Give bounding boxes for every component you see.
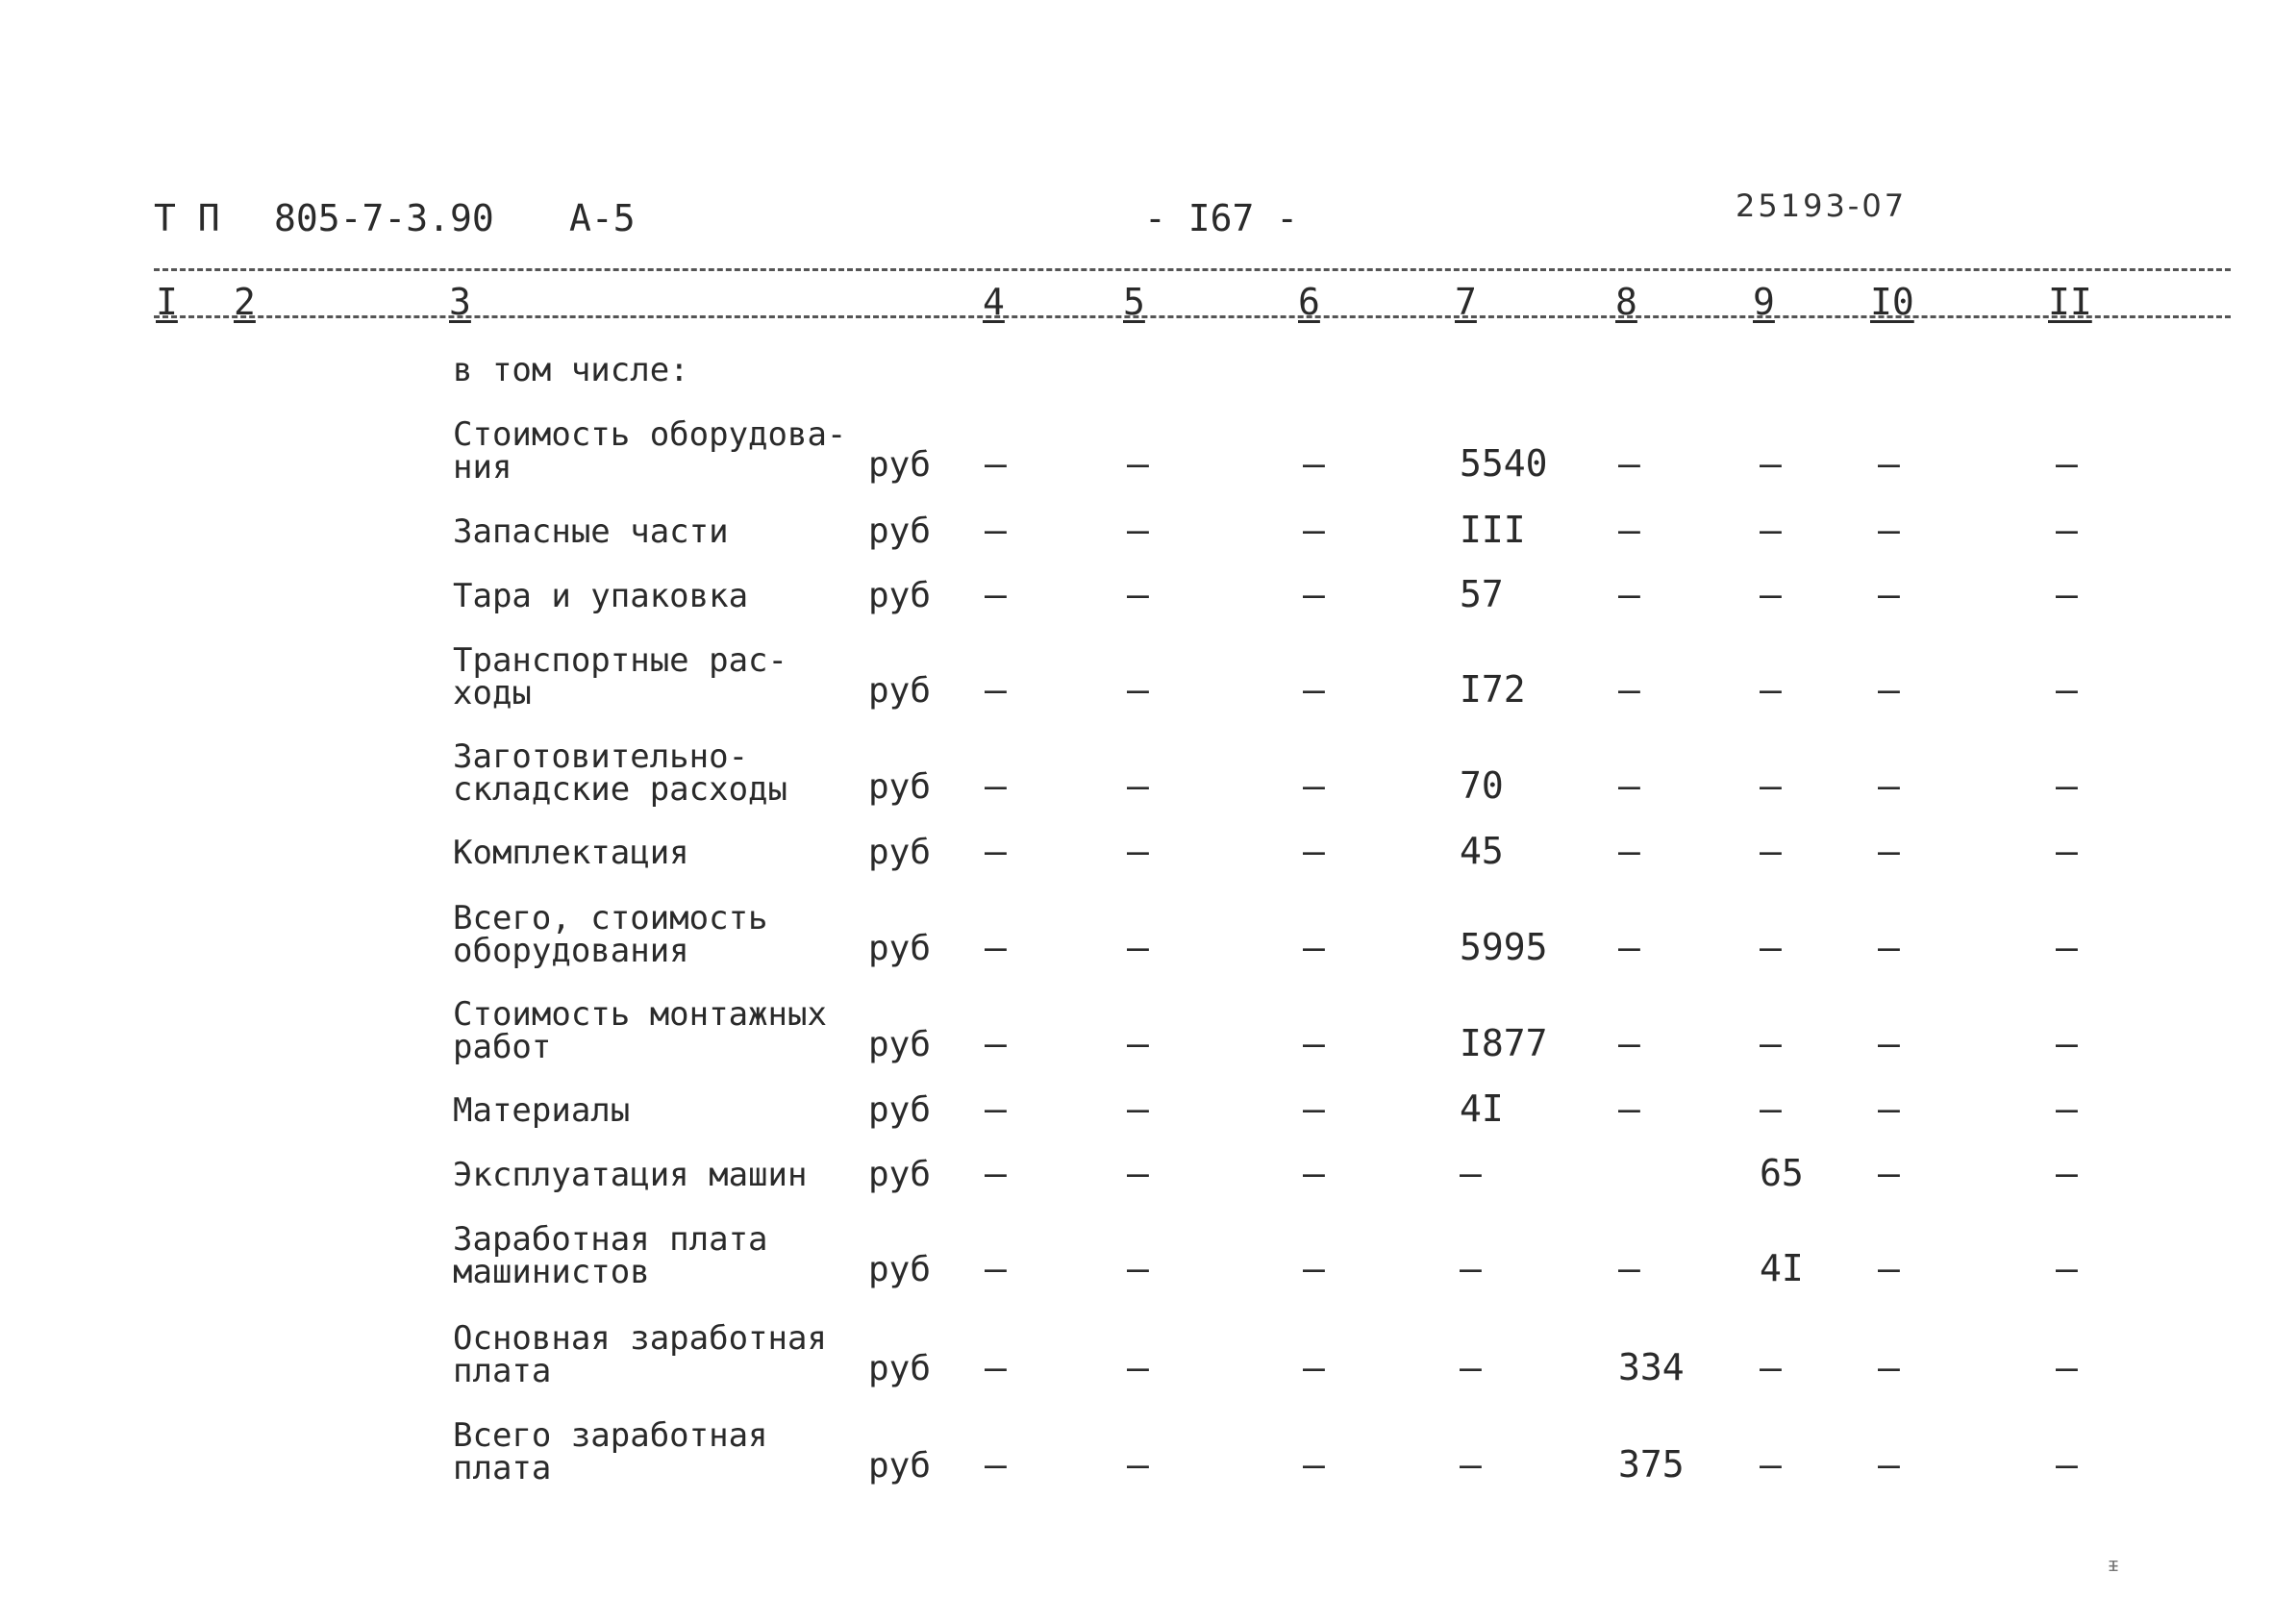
value-cell-col-7: 57 <box>1460 573 1504 615</box>
value-cell-col-4: – <box>985 1346 1007 1388</box>
value-cell-col-5: – <box>1127 830 1149 872</box>
row-label: Заготовительно- складские расходы <box>453 737 787 809</box>
value-cell-col-10: – <box>1878 1346 1900 1388</box>
value-cell-col-5: – <box>1127 442 1149 485</box>
value-cell-col-8: 334 <box>1618 1346 1685 1388</box>
value-cell-col-8: – <box>1618 509 1640 551</box>
value-cell-col-7: – <box>1460 1443 1482 1486</box>
row-label: Комплектация <box>453 834 689 872</box>
column-number-rule <box>154 315 2231 318</box>
value-cell-col-5: – <box>1127 1346 1149 1388</box>
value-cell-col-5: – <box>1127 1152 1149 1194</box>
value-cell-col-10: – <box>1878 830 1900 872</box>
value-cell-col-10: – <box>1878 1443 1900 1486</box>
column-number: 9 <box>1753 281 1775 323</box>
unit-cell: руб <box>868 512 932 551</box>
value-cell-col-7: – <box>1460 1346 1482 1388</box>
column-number: II <box>2048 281 2092 323</box>
value-cell-col-10: – <box>1878 1022 1900 1064</box>
unit-cell: руб <box>868 1090 932 1130</box>
value-cell-col-4: – <box>985 1247 1007 1289</box>
value-cell-col-7: I72 <box>1460 668 1526 711</box>
row-label: Всего, стоимость оборудования <box>453 899 768 970</box>
value-cell-col-7: 70 <box>1460 764 1504 807</box>
value-cell-col-4: – <box>985 1087 1007 1130</box>
value-cell-col-5: – <box>1127 1087 1149 1130</box>
value-cell-col-10: – <box>1878 1247 1900 1289</box>
value-cell-col-6: – <box>1303 764 1325 807</box>
value-cell-col-8: – <box>1618 668 1640 711</box>
column-number: 2 <box>234 281 256 323</box>
unit-cell: руб <box>868 671 932 711</box>
value-cell-col-6: – <box>1303 830 1325 872</box>
value-cell-col-4: – <box>985 573 1007 615</box>
handwritten-number: 25193-07 <box>1736 187 1908 224</box>
value-cell-col-8: – <box>1618 926 1640 968</box>
value-cell-col-11: – <box>2056 830 2078 872</box>
value-cell-col-10: – <box>1878 668 1900 711</box>
value-cell-col-5: – <box>1127 509 1149 551</box>
value-cell-col-7: 5540 <box>1460 442 1548 485</box>
value-cell-col-4: – <box>985 1443 1007 1486</box>
value-cell-col-7: 5995 <box>1460 926 1548 968</box>
value-cell-col-4: – <box>985 830 1007 872</box>
value-cell-col-5: – <box>1127 668 1149 711</box>
value-cell-col-4: – <box>985 764 1007 807</box>
value-cell-col-7: 4I <box>1460 1087 1504 1130</box>
value-cell-col-11: – <box>2056 509 2078 551</box>
value-cell-col-9: – <box>1760 509 1782 551</box>
unit-cell: руб <box>868 1025 932 1064</box>
row-label: Всего заработная плата <box>453 1416 768 1487</box>
value-cell-col-11: – <box>2056 1152 2078 1194</box>
value-cell-col-8: – <box>1618 1022 1640 1064</box>
value-cell-col-5: – <box>1127 1247 1149 1289</box>
value-cell-col-8: 375 <box>1618 1443 1685 1486</box>
value-cell-col-9: – <box>1760 1087 1782 1130</box>
value-cell-col-11: – <box>2056 1022 2078 1064</box>
value-cell-col-10: – <box>1878 573 1900 615</box>
value-cell-col-5: – <box>1127 573 1149 615</box>
value-cell-col-7: III <box>1460 509 1526 551</box>
unit-cell: руб <box>868 1155 932 1194</box>
value-cell-col-10: – <box>1878 1087 1900 1130</box>
row-label: Транспортные рас- ходы <box>453 641 787 712</box>
row-label: Стоимость монтажных работ <box>453 995 827 1066</box>
value-cell-col-8: – <box>1618 830 1640 872</box>
value-cell-col-8: – <box>1618 1247 1640 1289</box>
unit-cell: руб <box>868 445 932 485</box>
value-cell-col-10: – <box>1878 442 1900 485</box>
column-number: 8 <box>1615 281 1637 323</box>
column-number: 6 <box>1298 281 1320 323</box>
value-cell-col-6: – <box>1303 573 1325 615</box>
value-cell-col-4: – <box>985 442 1007 485</box>
value-cell-col-8: – <box>1618 764 1640 807</box>
value-cell-col-11: – <box>2056 1443 2078 1486</box>
unit-cell: руб <box>868 833 932 872</box>
value-cell-col-11: – <box>2056 1247 2078 1289</box>
value-cell-col-7: 45 <box>1460 830 1504 872</box>
unit-cell: руб <box>868 1250 932 1289</box>
value-cell-col-4: – <box>985 926 1007 968</box>
value-cell-col-5: – <box>1127 1022 1149 1064</box>
value-cell-col-6: – <box>1303 1152 1325 1194</box>
document-code: 805-7-3.90 <box>274 197 494 239</box>
value-cell-col-4: – <box>985 1152 1007 1194</box>
column-number: 5 <box>1123 281 1145 323</box>
row-label: Запасные части <box>453 512 729 551</box>
unit-cell: руб <box>868 576 932 615</box>
row-label: Материалы <box>453 1091 631 1130</box>
value-cell-col-9: – <box>1760 442 1782 485</box>
value-cell-col-11: – <box>2056 1087 2078 1130</box>
row-label: Тара и упаковка <box>453 577 749 615</box>
unit-cell: руб <box>868 1349 932 1388</box>
value-cell-col-11: – <box>2056 764 2078 807</box>
value-cell-col-5: – <box>1127 1443 1149 1486</box>
value-cell-col-7: – <box>1460 1152 1482 1194</box>
value-cell-col-9: 65 <box>1760 1152 1804 1194</box>
value-cell-col-10: – <box>1878 509 1900 551</box>
value-cell-col-4: – <box>985 1022 1007 1064</box>
value-cell-col-6: – <box>1303 926 1325 968</box>
album-label: А-5 <box>569 197 636 239</box>
page-number: - I67 - <box>1144 197 1299 239</box>
unit-cell: руб <box>868 1446 932 1486</box>
scan-speck: ᵻ <box>2108 1553 2120 1576</box>
value-cell-col-7: I877 <box>1460 1022 1548 1064</box>
column-number: I <box>156 281 178 323</box>
row-label: Основная заработная плата <box>453 1319 827 1390</box>
value-cell-col-4: – <box>985 509 1007 551</box>
value-cell-col-9: 4I <box>1760 1247 1804 1289</box>
value-cell-col-8: – <box>1618 442 1640 485</box>
row-label: Стоимость оборудова- ния <box>453 415 847 487</box>
value-cell-col-9: – <box>1760 573 1782 615</box>
value-cell-col-6: – <box>1303 1346 1325 1388</box>
value-cell-col-6: – <box>1303 1443 1325 1486</box>
unit-cell: руб <box>868 929 932 968</box>
value-cell-col-6: – <box>1303 1087 1325 1130</box>
value-cell-col-6: – <box>1303 1247 1325 1289</box>
value-cell-col-11: – <box>2056 1346 2078 1388</box>
value-cell-col-8: – <box>1618 1087 1640 1130</box>
column-number: 4 <box>983 281 1005 323</box>
series-label: Т П <box>154 197 220 239</box>
value-cell-col-11: – <box>2056 573 2078 615</box>
value-cell-col-11: – <box>2056 442 2078 485</box>
value-cell-col-6: – <box>1303 442 1325 485</box>
value-cell-col-4: – <box>985 668 1007 711</box>
subheading: в том числе: <box>453 351 689 389</box>
value-cell-col-6: – <box>1303 1022 1325 1064</box>
value-cell-col-10: – <box>1878 764 1900 807</box>
value-cell-col-8: – <box>1618 573 1640 615</box>
value-cell-col-9: – <box>1760 1022 1782 1064</box>
value-cell-col-9: – <box>1760 926 1782 968</box>
value-cell-col-5: – <box>1127 764 1149 807</box>
value-cell-col-6: – <box>1303 509 1325 551</box>
column-number: 3 <box>449 281 471 323</box>
value-cell-col-5: – <box>1127 926 1149 968</box>
value-cell-col-11: – <box>2056 926 2078 968</box>
value-cell-col-9: – <box>1760 830 1782 872</box>
value-cell-col-9: – <box>1760 668 1782 711</box>
row-label: Эксплуатация машин <box>453 1156 808 1194</box>
value-cell-col-11: – <box>2056 668 2078 711</box>
row-label: Заработная плата машинистов <box>453 1220 768 1291</box>
value-cell-col-6: – <box>1303 668 1325 711</box>
column-number: I0 <box>1870 281 1914 323</box>
value-cell-col-7: – <box>1460 1247 1482 1289</box>
value-cell-col-9: – <box>1760 764 1782 807</box>
value-cell-col-10: – <box>1878 926 1900 968</box>
unit-cell: руб <box>868 767 932 807</box>
column-number: 7 <box>1455 281 1477 323</box>
header-rule <box>154 268 2231 271</box>
value-cell-col-9: – <box>1760 1443 1782 1486</box>
value-cell-col-10: – <box>1878 1152 1900 1194</box>
value-cell-col-9: – <box>1760 1346 1782 1388</box>
